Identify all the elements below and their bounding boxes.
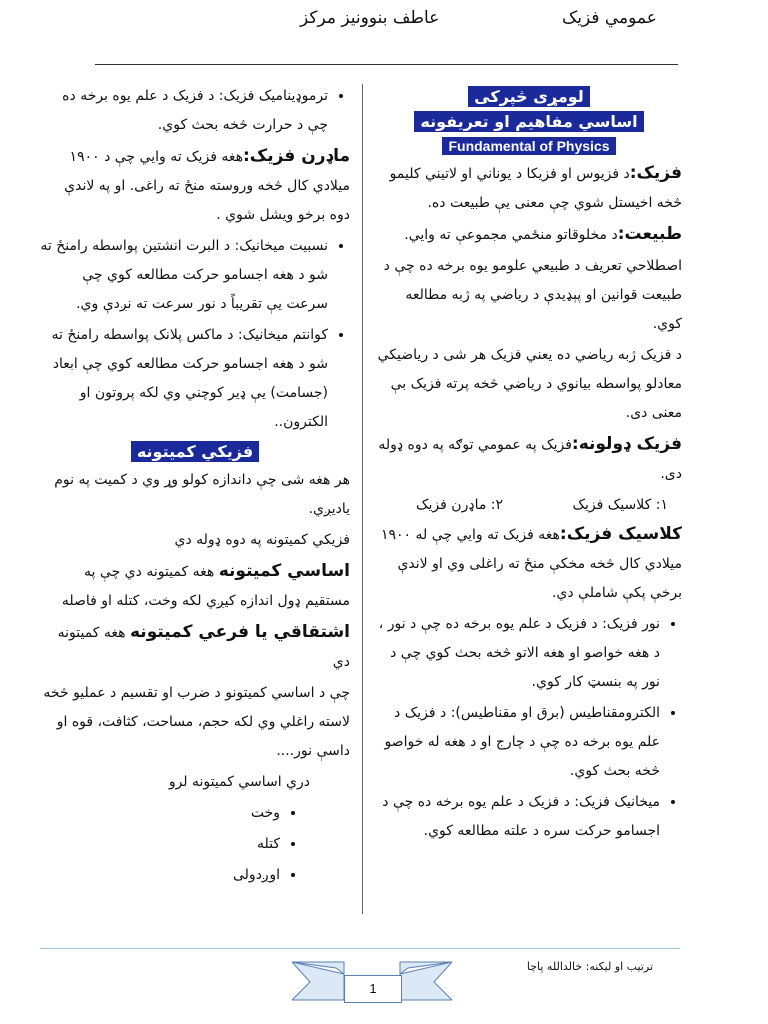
header-subject: عمومي فزيک	[562, 8, 657, 28]
quantity-definition: هر هغه شی چې داندازه کولو وړ وي د کميت په نوم ياديږي.	[54, 472, 350, 517]
page-number: 1	[344, 975, 402, 1003]
header-rule	[95, 64, 678, 65]
classic-branches-list	[376, 610, 682, 846]
list-item: • نور فزيک: د فزيک د علم يوه برخه ده چې د نور ، د هغه خواصو او هغه الاتو څخه بحث کوي چې د نور په بنسټ کار کوي.	[376, 610, 660, 697]
right-column	[376, 82, 682, 932]
derived-quantities-definition: اشتقاقي يا فرعي کميتونه هغه کميتونه دي	[57, 622, 350, 670]
quantity-types: فزيکي کميتونه په دوه ډوله دي	[174, 532, 350, 548]
page-number-ribbon	[292, 960, 452, 1006]
nature-definition: طبيعت:د مخلوقاتو منځمي مجموعې ته وايي.	[404, 224, 682, 244]
modern-branches-list	[40, 232, 350, 437]
chapter-english-heading: Fundamental of Physics	[376, 136, 682, 155]
footer-credit: ترتيب او ليکنه: خالدالله پاچا	[526, 960, 653, 973]
basic-quantities-definition: اساسي کميتونه هغه کميتونه دي چې په مستقيم ډول اندازه کيږي لکه وخت، کتله او فاصله	[61, 561, 350, 609]
list-item: • نسبيت ميخانيک: د البرت انشتين پواسطه رامنځ ته شو د هغه اجسامو حرکت مطالعه کوي چې سرعت يې تقريباً د نور سرعت ته نږدې وي.	[40, 232, 328, 319]
column-divider	[362, 84, 363, 914]
left-column	[40, 82, 350, 932]
physics-definition: فزيک:د فزيوس او فزيکا د يوناني او لاتيني کليمو څخه اخيستل شوي چې معنى يې طبيعت ده.	[389, 163, 682, 211]
basic-quantities-list	[40, 799, 350, 890]
list-item: • ترموډيناميک فزيک: د فزيک د علم يوه برخه ده چې د حرارت څخه بحث کوي.	[40, 82, 328, 140]
list-item: • کوانتم ميخانيک: د ماکس پلانک پواسطه رامنځ ته شو د هغه اجسامو حرکت مطالعه کوي چې ابعاد (جسامت) يې ډير کوچني وي لکه پروتون او الکترون..	[40, 321, 328, 437]
basic-list-intro: دري اساسي کميتونه لرو	[168, 774, 310, 790]
list-item: • کتله	[40, 830, 280, 859]
list-item: • الکترومقناطيس (برق او مقناطيس): د فزيک د علم يوه برخه ده چې د چارج او د هغه له خواصو څخه بحث کوي.	[376, 699, 660, 786]
classic-physics-definition: کلاسيک فزيک:هغه فزيک ته وايي چې له ۱۹۰۰ ميلادي کال څخه مخکې منځ ته راغلی وي او لاندې برخې پکې شاملې دي.	[380, 524, 682, 601]
chapter-subheading: اساسي مفاهيم او تعريفونه	[376, 111, 682, 132]
physics-types-list	[376, 491, 682, 520]
list-item: • وخت	[40, 799, 280, 828]
list-item: • اوږدولی	[40, 861, 280, 890]
technical-definition: اصطلاحي تعريف د طبيعي علومو يوه برخه ده چې د طبيعت قوانين او پېډيدې د رياضي په ژبه مطالعه کوي.	[383, 258, 682, 332]
type-modern: ۲: ماډرن فزيک	[416, 497, 504, 513]
derived-quantities-body: چې د اساسي کميتونو د ضرب او تقسيم د عمليو څخه لاسته راغلي وي لکه حجم، مساحت، کثافت، قوه او داسې نور....	[43, 685, 350, 759]
chapter-heading: لومړی څپرکی	[376, 86, 682, 107]
footer-rule	[40, 948, 680, 949]
header-institute: عاطف بنوونيز مرکز	[300, 8, 440, 28]
type-classic: ۱: کلاسيک فزيک	[572, 497, 668, 513]
modern-physics-definition: ماډرن فزيک:هغه فزيک ته وايي چې د ۱۹۰۰ ميلادي کال څخه وروسته منځ ته راغی. او په لاندې دوه برخو ويشل شوي .	[64, 146, 350, 223]
quantities-heading: فزيکي کميتونه	[40, 441, 350, 462]
physics-types-paragraph: فزيک ډولونه:فزيک په عمومي توګه په دوه ډوله دی.	[378, 434, 682, 482]
list-item: • ميخانيک فزيک: د فزيک د علم يوه برخه ده چې د اجسامو حرکت سره د علته مطالعه کوي.	[376, 788, 660, 846]
thermo-list	[40, 82, 350, 140]
page-header	[0, 0, 768, 70]
math-language-paragraph: د فزيک ژبه رياضي ده يعني فزيک هر شی د رياضيکي معادلو پواسطه بيانوي د رياضي څخه پرته فزيک بې معنى دی.	[377, 347, 682, 421]
